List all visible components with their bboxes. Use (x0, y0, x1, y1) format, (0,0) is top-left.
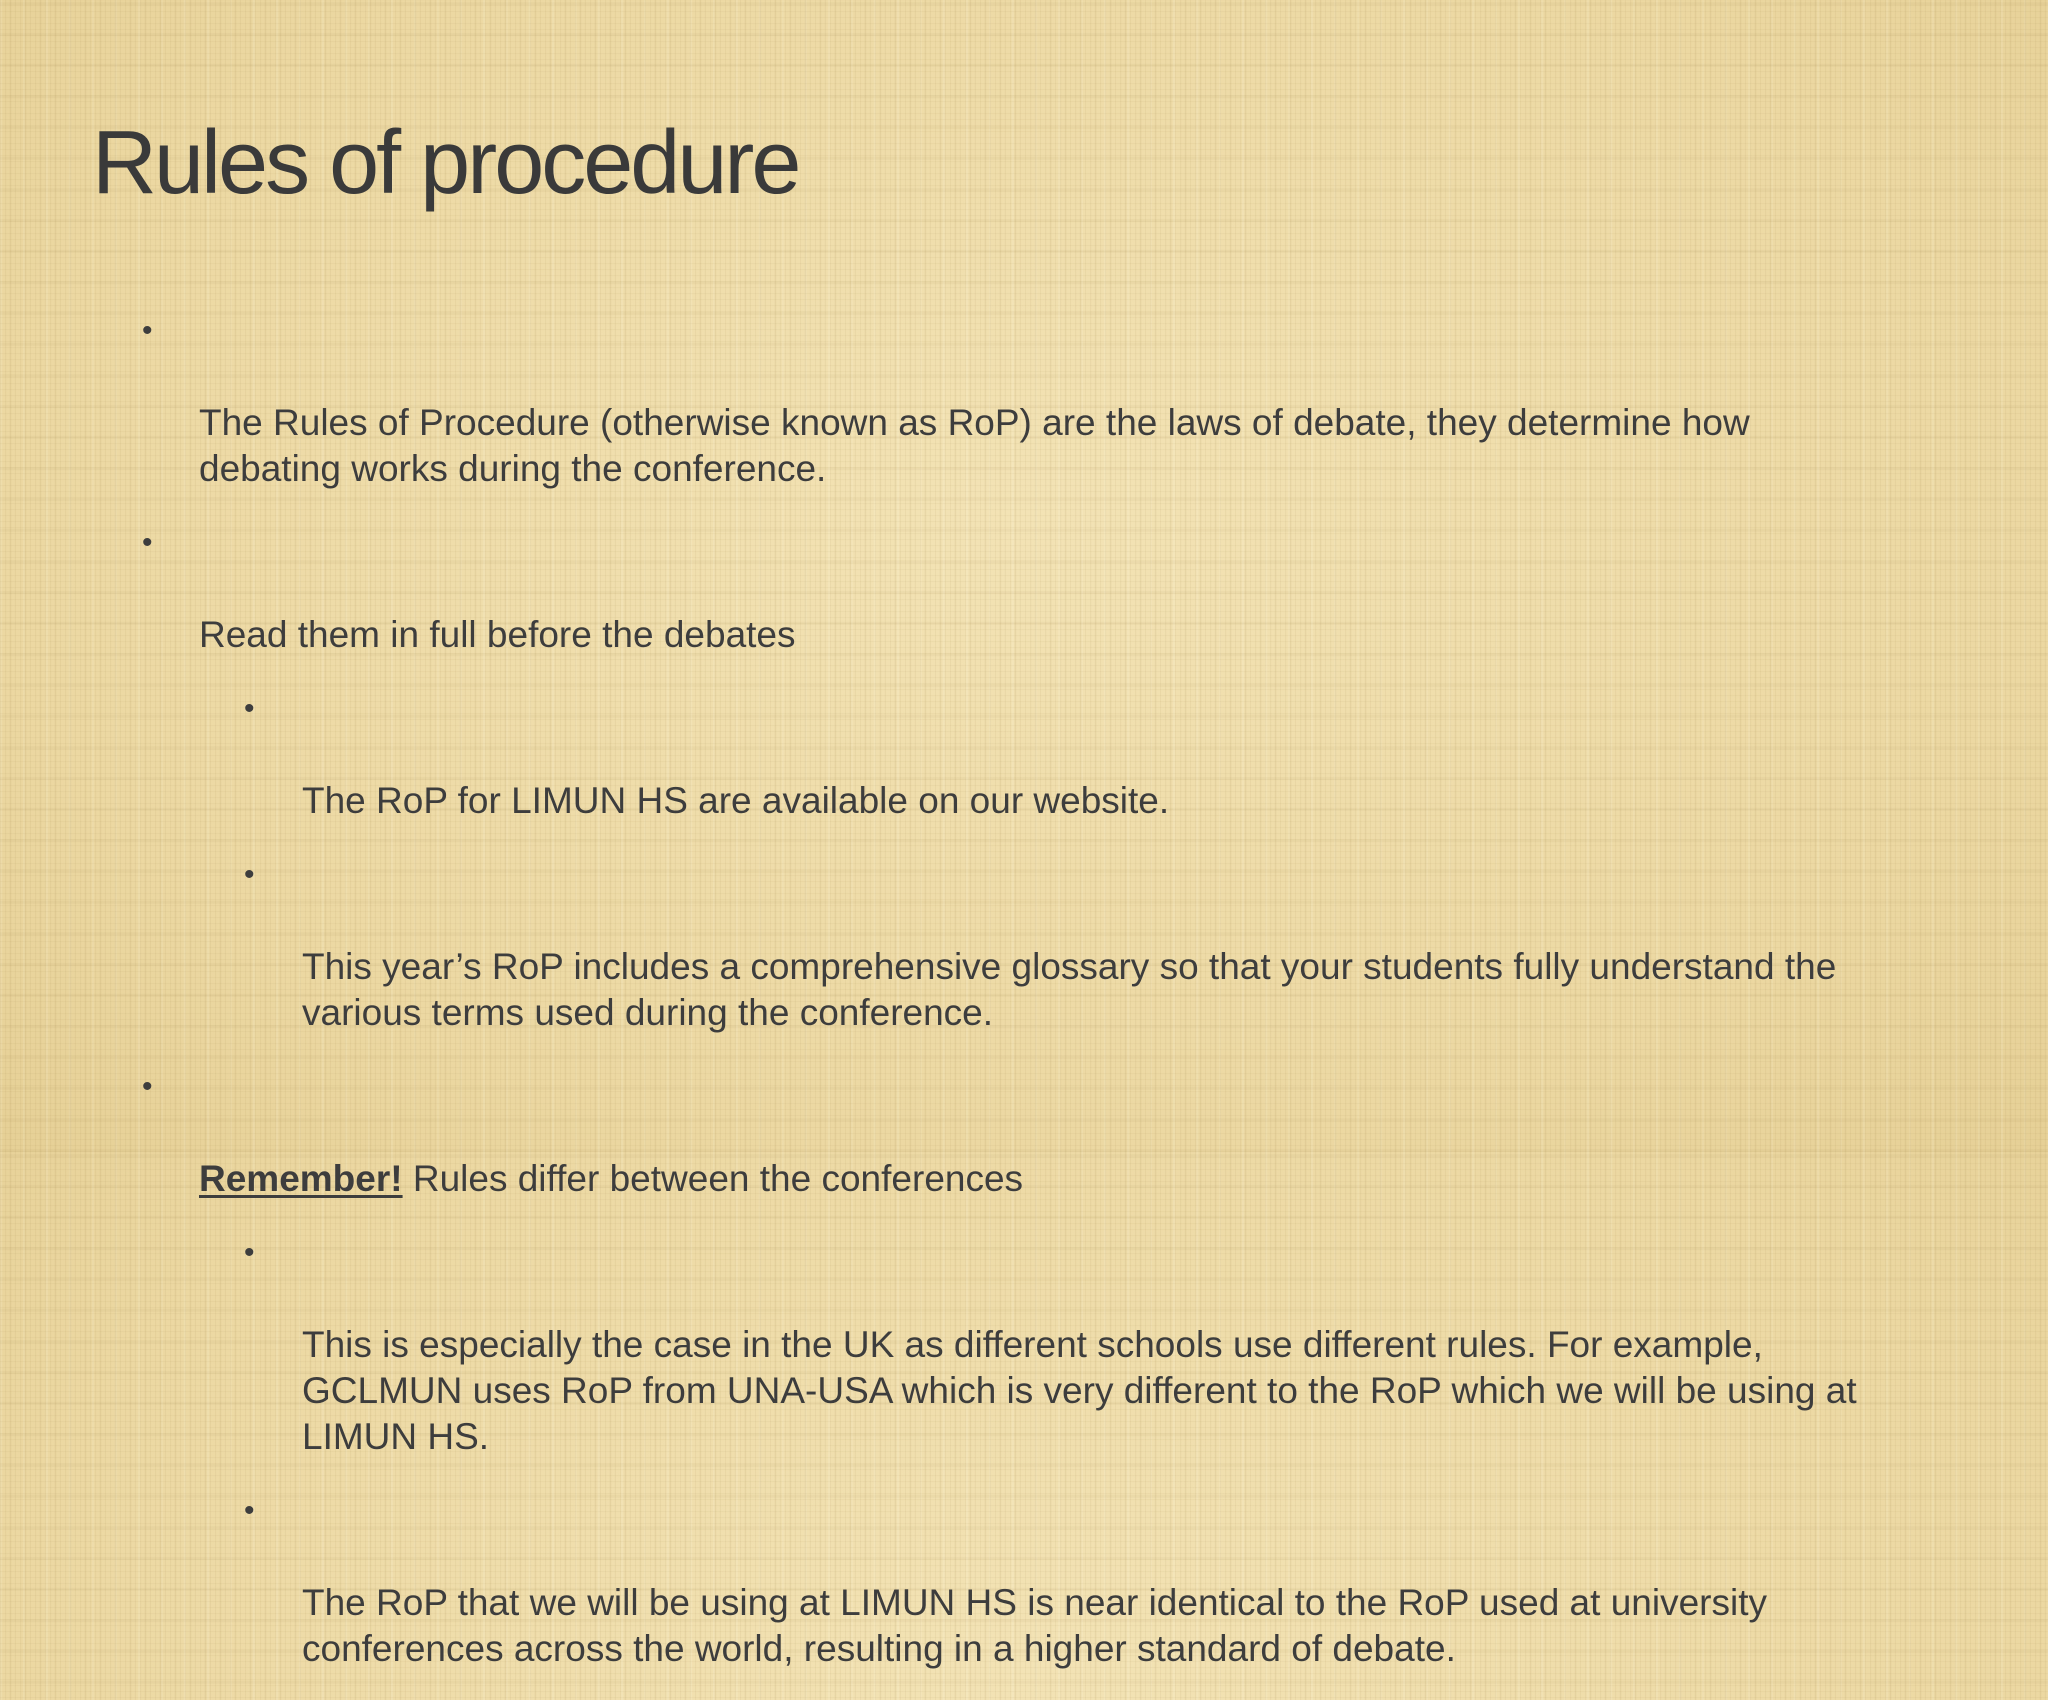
bullet-text: This is especially the case in the UK as different schools use different rules. For example, GCLMUN uses RoP from UNA-USA which is very different to the RoP which we will be using at LIMUN HS. (302, 1324, 1857, 1457)
bullet-text: Rules differ between the conferences (402, 1158, 1024, 1199)
bullet-icon: • (244, 1494, 255, 1527)
bullet-text: The RoP for LIMUN HS are available on our website. (302, 780, 1170, 821)
bullet-icon: • (244, 858, 255, 891)
bullet-icon: • (244, 1236, 255, 1269)
bullet-item (140, 520, 1940, 658)
bullet-icon: • (244, 692, 255, 725)
bullet-item (140, 308, 1940, 492)
bullet-text: The RoP that we will be using at LIMUN HS is near identical to the RoP used at university conferences across the world, resulting in a higher standard of debate. (302, 1582, 1767, 1669)
bullet-icon: • (142, 1070, 153, 1103)
emphasis-text: Remember! (199, 1158, 403, 1199)
bullet-list (140, 308, 1940, 1700)
bullet-item (140, 1064, 1940, 1202)
bullet-text: This year’s RoP includes a comprehensive glossary so that your students fully understand the various terms used during the conference. (302, 946, 1837, 1033)
bullet-icon: • (142, 314, 153, 347)
sub-bullet-item (140, 852, 1940, 1036)
sub-bullet-item (140, 1488, 1940, 1672)
bullet-icon: • (142, 526, 153, 559)
slide-title: Rules of procedure (92, 113, 799, 213)
bullet-text: Read them in full before the debates (199, 614, 796, 655)
sub-bullet-item (140, 686, 1940, 824)
sub-bullet-item (140, 1230, 1940, 1460)
bullet-text: The Rules of Procedure (otherwise known as RoP) are the laws of debate, they determine how debating works during the conference. (199, 402, 1750, 489)
